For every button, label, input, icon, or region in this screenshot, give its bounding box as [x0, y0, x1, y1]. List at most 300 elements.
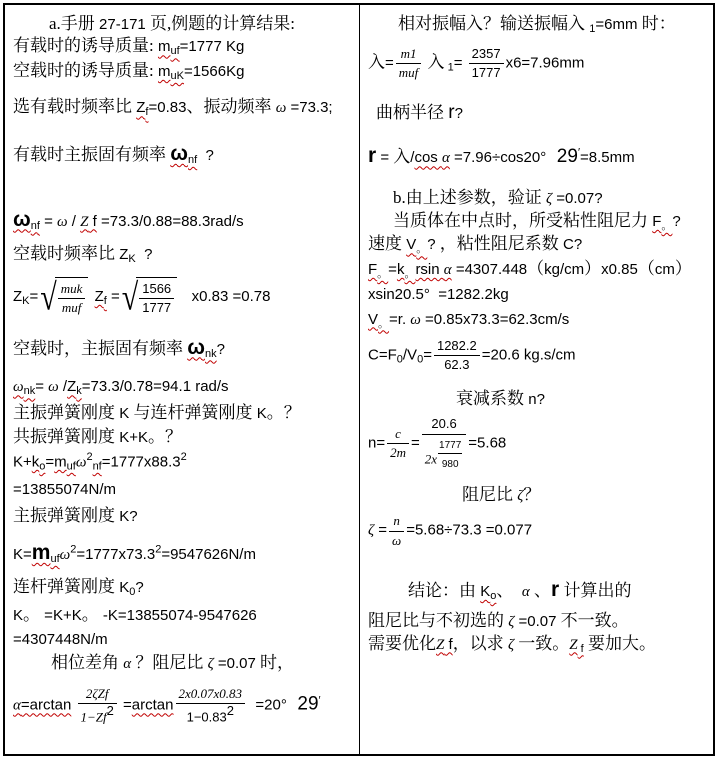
fraction-denominator: [438, 454, 462, 472]
paragraph: [13, 35, 351, 59]
text-run: K?: [119, 507, 138, 525]
text-run: 入: [368, 52, 385, 72]
text-run: K: [480, 583, 491, 601]
paragraph: [13, 140, 351, 168]
fraction-denominator: [396, 64, 422, 82]
text-run: 62.3: [444, 357, 470, 373]
text-run: ）: [674, 258, 692, 278]
text-run: ω: [75, 454, 87, 471]
text-run: 27-171: [99, 16, 146, 33]
fraction-denominator: [78, 704, 117, 727]
text-run: m: [157, 38, 171, 56]
text-run: （: [527, 258, 545, 278]
text-run: =: [453, 54, 467, 72]
text-run: =0.85x73.3=62.3cm/s: [420, 310, 570, 328]
text-run: ）: [584, 258, 602, 278]
paragraph: [368, 512, 705, 550]
paragraph: [368, 388, 705, 410]
text-run: =: [385, 54, 394, 72]
text-run: =arctan: [20, 696, 72, 714]
paragraph: [368, 337, 705, 375]
text-run: =0.07: [514, 612, 561, 630]
square-root: [40, 277, 88, 318]
paragraph: [368, 309, 705, 332]
text-run: ω: [57, 213, 68, 230]
text-run: 2: [86, 450, 93, 463]
text-run: ?: [135, 246, 153, 264]
text-run: ?: [197, 146, 214, 164]
paragraph: [13, 685, 351, 727]
text-run: ω: [59, 547, 71, 564]
text-run: 1−Zf: [80, 709, 107, 725]
text-run: 曲柄半径: [376, 103, 449, 123]
text-run: 相位差角: [51, 653, 124, 672]
text-run: =1566Kg: [183, 62, 245, 80]
text-run: ζ: [508, 613, 515, 630]
text-run: nf: [30, 219, 40, 232]
fraction-denominator: [139, 299, 174, 317]
text-run: 空载时频率比: [13, 244, 120, 264]
text-run: =8.5mm: [580, 149, 635, 167]
text-run: ζ: [517, 488, 524, 505]
fraction: [396, 45, 422, 83]
fraction-numerator: [139, 280, 174, 299]
text-run: k: [31, 453, 40, 471]
text-run: 共振弹簧刚度: [13, 427, 120, 447]
calculation-table: [3, 3, 715, 756]
text-run: =4307448N/m: [13, 630, 108, 648]
text-run: n?: [528, 390, 545, 408]
text-run: =4307.448: [451, 260, 528, 278]
fraction-numerator: [387, 425, 409, 444]
text-run: ω: [170, 141, 188, 165]
text-run: 29: [286, 693, 319, 715]
text-run: 空载时的诱导质量:: [13, 60, 158, 80]
text-run: nk: [205, 347, 217, 360]
text-run: 2: [70, 543, 77, 556]
text-run: 2: [106, 703, 114, 719]
paragraph: [13, 277, 351, 318]
text-run: /: [410, 149, 415, 167]
radical-icon: √: [121, 276, 139, 318]
text-run: 、: [496, 581, 522, 601]
text-run: 入: [393, 147, 411, 167]
text-run: nf: [188, 153, 198, 166]
text-run: 。: [81, 605, 99, 625]
text-run: 2x0.07x0.83: [178, 685, 243, 701]
text-run: 速度: [368, 234, 407, 254]
text-run: 连杆弹簧刚度: [13, 576, 120, 596]
fraction-numerator: [422, 415, 467, 434]
text-run: =r.: [389, 310, 411, 328]
text-run: [71, 697, 75, 714]
fraction-numerator: [58, 280, 86, 299]
column-right: [360, 5, 713, 754]
fraction: [139, 280, 174, 318]
text-run: 页,例题的计算结果:: [145, 14, 295, 33]
text-run: K: [119, 578, 130, 596]
text-run: x0.85: [601, 260, 638, 278]
paragraph: [368, 258, 705, 282]
text-run: =: [376, 149, 394, 167]
paragraph: [13, 13, 351, 35]
text-run: 结论：由: [408, 581, 481, 601]
fraction: [387, 425, 409, 463]
text-run: 2m: [390, 445, 406, 461]
text-run: α: [123, 656, 132, 672]
text-run: =20.6 kg.s/cm: [481, 346, 576, 364]
text-run: f: [577, 642, 584, 655]
text-run: r: [448, 102, 455, 124]
text-run: 2ζZf: [85, 685, 109, 701]
text-run: 2357: [471, 45, 501, 61]
paragraph: [368, 610, 705, 633]
text-run: 要加大。: [583, 633, 656, 653]
fraction-numerator: [434, 337, 480, 356]
text-run: muk: [60, 280, 83, 296]
text-run: =13855074N/m: [13, 480, 116, 498]
paragraph: [368, 13, 705, 37]
text-run: 。？: [148, 427, 183, 447]
text-run: Z: [569, 636, 578, 653]
text-run: =: [106, 288, 120, 305]
fraction-numerator: [469, 45, 504, 64]
text-run: ζ: [546, 191, 553, 208]
text-run: 阻尼比与不初选的: [368, 610, 509, 630]
text-run: ′: [577, 147, 581, 160]
fraction-numerator: [78, 685, 117, 704]
text-run: f: [88, 212, 97, 230]
text-run: muf: [398, 64, 419, 80]
text-run: uf: [66, 460, 76, 473]
text-run: 空载时，主振固有频率: [13, 338, 188, 358]
fraction-denominator: [389, 532, 404, 550]
text-run: 。: [416, 243, 428, 256]
paragraph: [368, 415, 705, 472]
text-run: 0: [417, 353, 424, 366]
text-run: 当质体在中点时，所受粘性阻尼力: [393, 210, 653, 230]
text-run: 。: [661, 219, 673, 232]
fraction-denominator: [422, 435, 467, 473]
text-run: 相对振幅入？输送振幅入: [398, 14, 590, 33]
text-run: Z: [119, 246, 129, 264]
fraction: [176, 685, 246, 727]
text-run: K: [22, 295, 30, 307]
paragraph: [13, 243, 351, 267]
text-run: ?: [427, 236, 440, 254]
text-run: 。: [377, 267, 389, 280]
text-run: 、: [529, 581, 552, 601]
text-run: =K+K: [40, 607, 82, 625]
paragraph: [368, 484, 705, 507]
text-run: =: [374, 521, 388, 539]
text-run: 有载时主振固有频率: [13, 144, 171, 164]
text-run: K: [13, 607, 24, 625]
fraction: [422, 415, 467, 472]
fraction: [389, 512, 404, 550]
text-run: /: [58, 378, 68, 396]
text-run: Z: [67, 378, 77, 396]
text-run: ω: [13, 379, 24, 396]
text-run: =: [388, 260, 397, 278]
text-run: c: [395, 425, 401, 441]
text-run: f: [103, 295, 107, 307]
text-run: 0: [129, 585, 136, 598]
text-run: =73.3/0.88=88.3rad/s: [96, 212, 244, 230]
text-run: 衰减系数: [456, 388, 529, 408]
paragraph: [13, 402, 351, 424]
text-run: 时，: [260, 653, 294, 672]
text-run: 与连杆弹簧刚度: [129, 402, 257, 422]
paragraph: [13, 426, 351, 448]
text-run: ，以求: [452, 633, 508, 653]
text-run: =5.68÷73.3 =0.077: [406, 521, 533, 539]
radical-icon: √: [40, 276, 57, 318]
paragraph: [368, 142, 705, 170]
text-run: 1282.2: [436, 338, 477, 354]
text-run: 计算出的: [559, 581, 632, 601]
text-run: a.手册: [49, 14, 100, 33]
text-run: nk: [23, 385, 36, 398]
square-root: [122, 277, 177, 318]
radicand: [136, 277, 177, 318]
text-run: ζ: [368, 522, 375, 539]
column-left: [5, 5, 360, 754]
text-run: f: [145, 106, 149, 119]
text-run: rsin: [415, 260, 444, 278]
text-run: K+: [13, 453, 32, 471]
text-run: V: [368, 310, 379, 328]
text-run: 主振弹簧刚度: [13, 402, 120, 422]
text-run: Z: [94, 288, 104, 305]
text-run: 入: [423, 52, 445, 72]
fraction-denominator: [387, 444, 409, 462]
text-run: 980: [441, 459, 459, 471]
text-run: =7.96÷cos20°: [449, 149, 547, 167]
fraction-numerator: [389, 512, 404, 531]
text-run: xsin20.5° =1282.2kg: [368, 286, 509, 304]
text-run: K+K: [119, 429, 149, 447]
text-run: ？阻尼比: [131, 653, 208, 672]
text-run: /V: [402, 346, 418, 364]
text-run: b.由上述参数，验证: [393, 188, 546, 208]
text-run: ω: [13, 207, 31, 231]
text-run: C=F: [368, 346, 397, 364]
text-run: K: [128, 253, 136, 266]
text-run: =20°: [247, 696, 287, 714]
text-run: α: [13, 697, 21, 714]
fraction: [438, 435, 462, 473]
text-run: 1777: [471, 64, 501, 80]
text-run: 。: [23, 605, 41, 625]
text-run: α: [521, 584, 530, 601]
text-run: =: [45, 453, 55, 471]
paragraph: [13, 60, 351, 84]
text-run: =: [411, 434, 420, 452]
text-run: m: [157, 62, 171, 80]
text-run: K: [256, 404, 267, 422]
fraction-denominator: [434, 356, 480, 374]
text-run: 1777: [142, 300, 172, 316]
text-run: 一致。: [514, 633, 570, 653]
text-run: =9547626N/m: [161, 546, 256, 564]
text-run: 2: [155, 543, 162, 556]
text-run: 需要优化: [368, 633, 436, 653]
paragraph: [368, 100, 705, 125]
text-run: ω: [392, 532, 402, 548]
text-run: F: [368, 260, 378, 278]
text-run: 主振弹簧刚度: [13, 505, 120, 525]
text-run: m: [31, 541, 51, 565]
text-run: =1777x73.3: [76, 546, 156, 564]
paragraph: [13, 604, 351, 626]
paragraph: [13, 629, 351, 650]
fraction-numerator: [176, 685, 246, 704]
fraction-denominator: [469, 64, 504, 82]
text-run: =0.83: [148, 99, 187, 117]
text-run: x0.83 =0.78: [179, 288, 271, 305]
text-run: =: [29, 288, 39, 305]
text-run: 20.6: [431, 416, 457, 432]
text-run: n: [393, 513, 400, 529]
text-run: =6mm: [595, 16, 638, 33]
text-run: cos: [414, 149, 442, 167]
text-run: ？: [523, 485, 541, 505]
paragraph: [13, 334, 351, 362]
paragraph: [13, 206, 351, 234]
fraction-numerator: [438, 435, 462, 454]
text-run: 。？: [266, 402, 301, 422]
fraction: [434, 337, 480, 375]
text-run: C?: [563, 236, 583, 254]
text-run: 。: [404, 267, 416, 280]
text-run: 阻尼比: [462, 485, 518, 505]
text-run: α: [441, 150, 450, 167]
text-run: n=: [368, 434, 386, 452]
text-run: ?: [216, 340, 225, 358]
text-run: F: [652, 212, 662, 230]
text-run: =73.3;: [286, 99, 333, 117]
paragraph: [368, 210, 705, 234]
text-run: -K=13855074-9547626: [98, 607, 257, 625]
text-run: muf: [61, 300, 82, 316]
text-run: Z: [80, 213, 89, 230]
fraction-denominator: [58, 299, 86, 317]
text-run: =: [118, 696, 132, 714]
text-run: r: [368, 144, 377, 168]
fraction-denominator: [176, 704, 246, 727]
text-run: 1−0.83: [186, 709, 227, 725]
text-run: 1566: [142, 280, 172, 296]
paragraph: [13, 539, 351, 567]
paragraph: [368, 187, 705, 210]
text-run: ′: [318, 694, 321, 707]
text-run: Z: [13, 288, 23, 305]
text-run: ω: [187, 335, 205, 359]
text-run: （: [637, 258, 655, 278]
text-run: kg/cm: [544, 260, 585, 278]
text-run: nf: [92, 460, 102, 473]
text-run: m1: [400, 45, 417, 61]
text-run: ζ: [507, 636, 515, 653]
paragraph: [13, 652, 351, 675]
text-run: 2: [226, 703, 234, 719]
paragraph: [368, 45, 705, 83]
paragraph: [13, 96, 351, 120]
fraction-numerator: [396, 45, 422, 64]
text-run: 1: [589, 23, 596, 35]
text-run: uf: [170, 45, 180, 58]
text-run: arctan: [131, 696, 174, 714]
text-run: f: [444, 635, 453, 653]
text-run: ω: [48, 379, 59, 396]
text-run: 不一致。: [560, 610, 629, 630]
paragraph: [368, 284, 705, 305]
text-run: /: [67, 212, 81, 230]
text-run: α: [443, 261, 452, 278]
text-run: 29: [546, 146, 578, 168]
paragraph: [368, 576, 705, 604]
text-run: 1: [444, 61, 454, 74]
text-run: 2x: [424, 451, 438, 467]
text-run: m: [54, 453, 67, 471]
paragraph: [368, 633, 705, 657]
paragraph: [13, 505, 351, 527]
paragraph: [13, 576, 351, 600]
text-run: ?: [135, 578, 144, 596]
text-run: uf: [50, 553, 60, 566]
text-run: 、振动频率: [186, 97, 276, 117]
text-run: =73.3/0.78=94.1 rad/s: [81, 378, 229, 396]
text-run: ，粘性阻尼系数: [439, 234, 564, 254]
text-run: o: [39, 460, 46, 473]
text-run: 时：: [637, 14, 676, 33]
text-run: =5.68: [468, 434, 507, 452]
text-run: 有载时的诱导质量:: [13, 36, 158, 56]
fraction: [58, 280, 86, 318]
fraction: [78, 685, 117, 727]
text-run: ?: [672, 212, 681, 230]
fraction: [469, 45, 504, 83]
text-run: 2: [180, 450, 187, 463]
paragraph: [13, 450, 351, 474]
text-run: ζ: [207, 656, 214, 672]
text-run: =: [423, 346, 432, 364]
text-run: uK: [170, 69, 184, 82]
text-run: K=: [13, 546, 32, 564]
text-run: 。: [378, 317, 390, 330]
text-run: K: [119, 404, 130, 422]
text-run: 选有载时频率比: [13, 97, 137, 117]
text-run: =: [39, 212, 58, 230]
text-run: V: [406, 236, 417, 254]
text-run: =: [35, 378, 49, 396]
text-run: cm: [654, 260, 675, 278]
text-run: x6=7.96mm: [505, 54, 585, 72]
paragraph: [13, 479, 351, 500]
text-run: 0: [396, 353, 403, 366]
text-run: ω: [410, 311, 421, 328]
text-run: k: [76, 385, 82, 398]
paragraph: [13, 376, 351, 399]
text-run: r: [551, 578, 560, 602]
text-run: =0.07: [213, 655, 260, 672]
text-run: Z: [436, 636, 445, 653]
text-run: ?: [454, 105, 463, 123]
radicand: [55, 277, 89, 318]
text-run: ω: [275, 100, 287, 117]
text-run: 1777: [439, 439, 462, 451]
